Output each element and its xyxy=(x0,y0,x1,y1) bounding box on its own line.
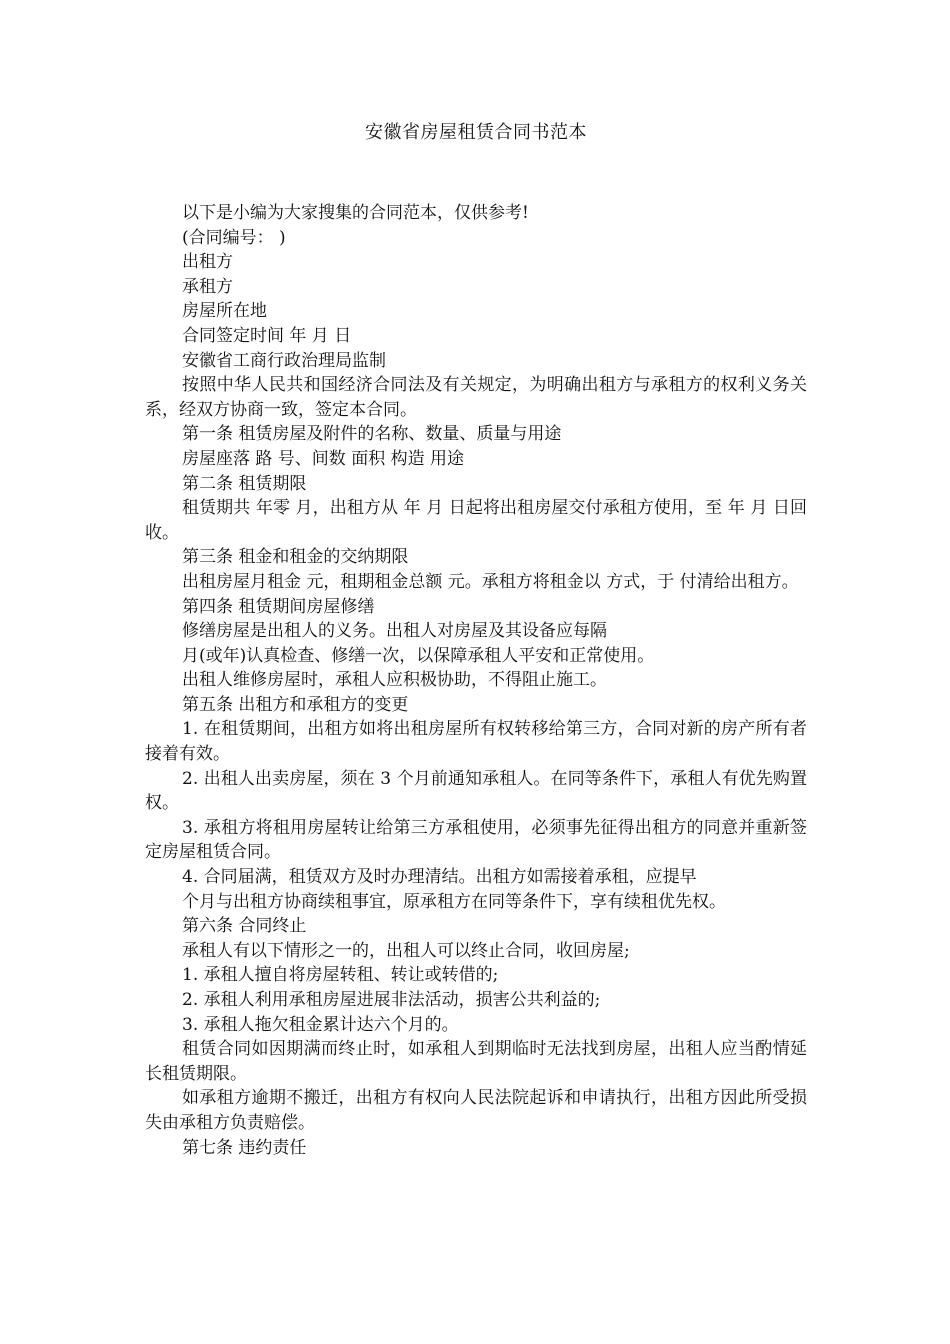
document-paragraph: 出租房屋月租金 元，租期租金总额 元。承租方将租金以 方式，于 付清给出租方。 xyxy=(182,571,799,592)
document-paragraph: 出租人维修房屋时，承租人应积极协助，不得阻止施工。 xyxy=(182,670,607,691)
document-paragraph: 月(或年)认真检查、修缮一次，以保障承租人平安和正常使用。 xyxy=(182,645,655,666)
document-body xyxy=(145,201,807,1160)
property-location-line: 房屋所在地 xyxy=(182,301,267,322)
document-page xyxy=(145,120,807,1160)
document-paragraph: 承租人有以下情形之一的，出租人可以终止合同，收回房屋; xyxy=(182,940,630,961)
document-paragraph: 房屋座落 路 号、间数 面积 构造 用途 xyxy=(182,448,465,469)
contract-number-line: (合同编号： ) xyxy=(182,227,286,248)
article-heading: 第三条 租金和租金的交纳期限 xyxy=(182,547,409,568)
list-item: 2. 出租人出卖房屋，须在 3 个月前通知承租人。在同等条件下，承租人有优先购置权。 xyxy=(145,768,807,814)
lessee-line: 承租方 xyxy=(182,276,233,297)
supervisor-line: 安徽省工商行政治理局监制 xyxy=(182,350,386,371)
article-heading: 第六条 合同终止 xyxy=(182,916,307,937)
signing-date-line: 合同签定时间 年 月 日 xyxy=(182,325,352,346)
intro-paragraph: 以下是小编为大家搜集的合同范本，仅供参考! xyxy=(182,203,529,223)
lessor-line: 出租方 xyxy=(182,252,233,273)
list-item: 1. 在租赁期间，出租方如将出租房屋所有权转移给第三方，合同对新的房产所有者接着有效。 xyxy=(145,719,807,765)
article-heading: 第五条 出租方和承租方的变更 xyxy=(182,694,409,715)
article-heading: 第七条 违约责任 xyxy=(182,1137,307,1158)
document-paragraph: 个月与出租方协商续租事宜，原承租方在同等条件下，享有续租优先权。 xyxy=(182,891,726,912)
document-title: 安徽省房屋租赁合同书范本 xyxy=(365,122,587,143)
article-heading: 第一条 租赁房屋及附件的名称、数量、质量与用途 xyxy=(182,424,562,445)
list-item: 2. 承租人利用承租房屋进展非法活动，损害公共利益的; xyxy=(182,990,601,1010)
document-paragraph: 租赁期共 年零 月，出租方从 年 月 日起将出租房屋交付承租方使用，至 年 月 日回收。 xyxy=(145,498,807,543)
list-item: 3. 承租人拖欠租金累计达六个月的。 xyxy=(182,1014,459,1035)
document-paragraph: 租赁合同如因期满而终止时，如承租人到期临时无法找到房屋，出租人应当酌情延长租赁期限。 xyxy=(145,1039,807,1084)
list-item: 1. 承租人擅自将房屋转租、转让或转借的; xyxy=(182,965,499,986)
document-paragraph: 修缮房屋是出租人的义务。出租人对房屋及其设备应每隔 xyxy=(182,621,607,642)
preamble-paragraph: 按照中华人民共和国经济合同法及有关规定，为明确出租方与承租方的权利义务关系，经双方协商一致，签定本合同。 xyxy=(145,375,807,420)
list-item: 3. 承租方将租用房屋转让给第三方承租使用，必须事先征得出租方的同意并重新签定房屋租赁合同。 xyxy=(145,817,807,863)
article-heading: 第四条 租赁期间房屋修缮 xyxy=(182,596,375,617)
document-paragraph: 如承租方逾期不搬迁，出租方有权向人民法院起诉和申请执行，出租方因此所受损失由承租方负责赔偿。 xyxy=(145,1088,807,1133)
article-heading: 第二条 租赁期限 xyxy=(182,473,307,494)
list-item: 4. 合同届满，租赁双方及时办理清结。出租方如需接着承租，应提早 xyxy=(182,867,697,888)
